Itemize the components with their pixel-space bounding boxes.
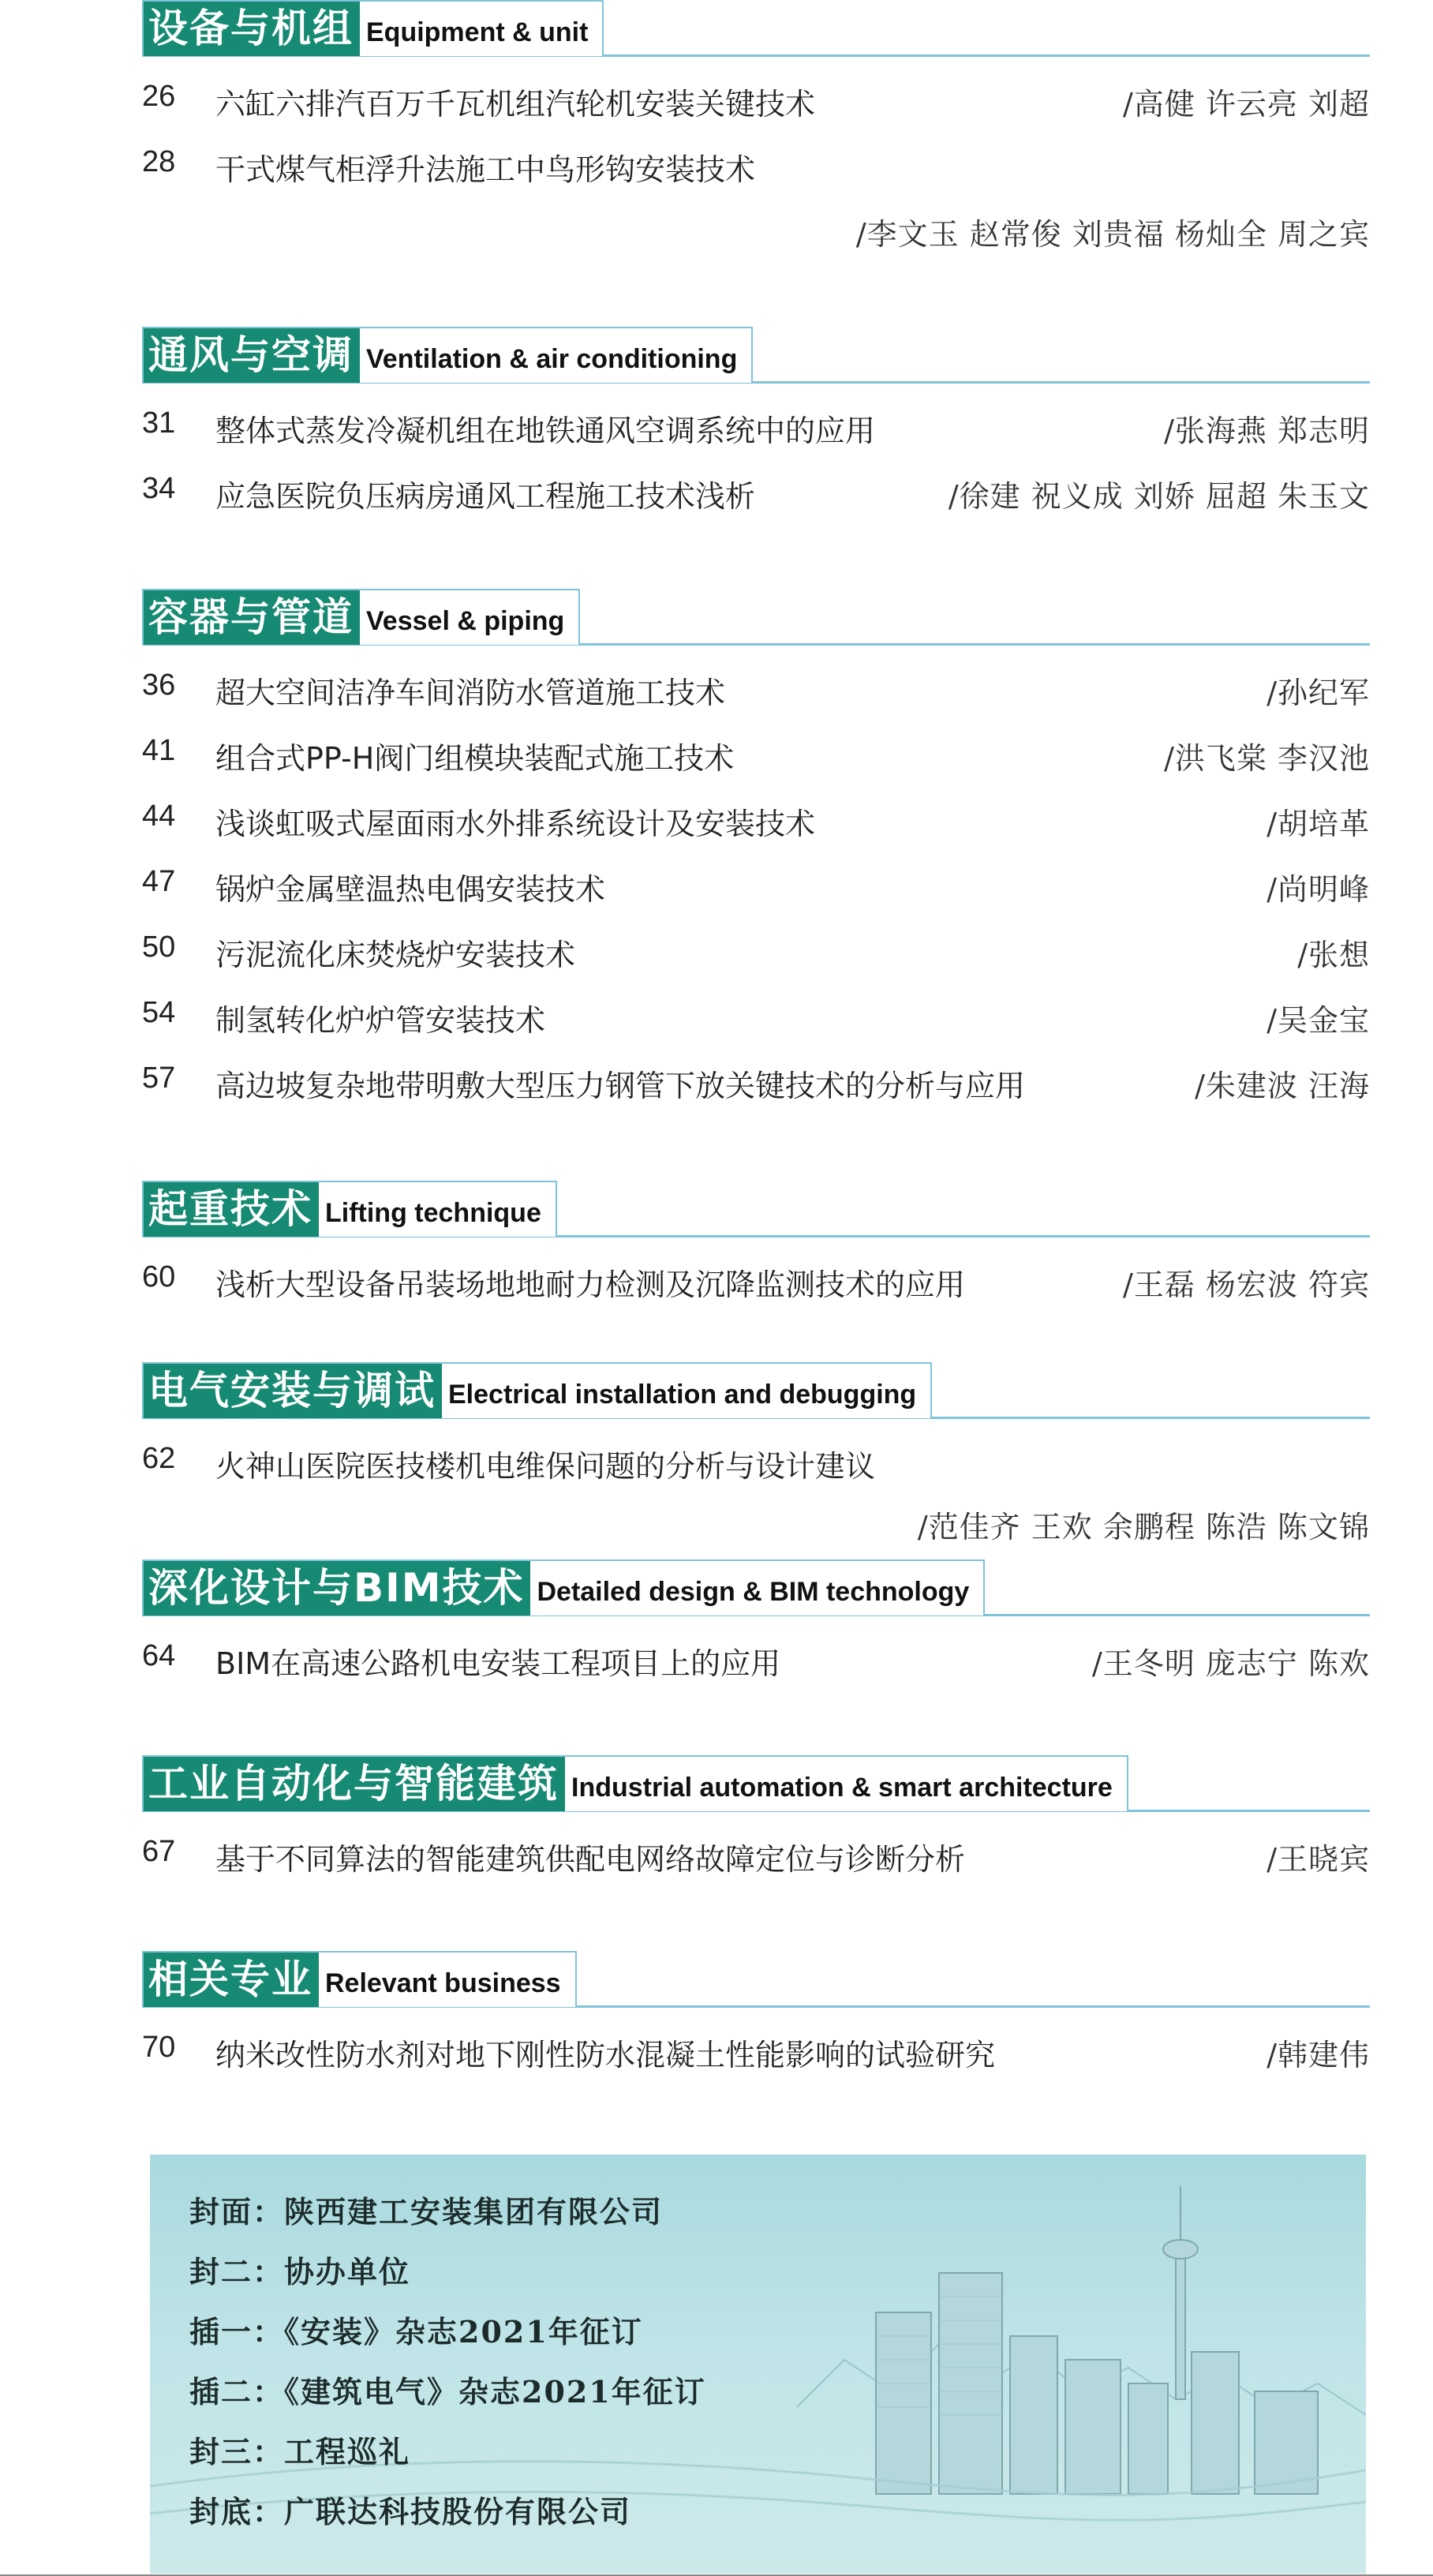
page-number: 36 xyxy=(142,668,176,702)
section-title-zh: 设备与机组 xyxy=(144,2,360,56)
section-header xyxy=(142,589,1370,646)
header-box xyxy=(142,1362,932,1418)
section-title-en: Equipment & unit xyxy=(366,17,589,47)
toc-entry[interactable] xyxy=(142,795,1370,842)
article-authors: /高健 许云亮 刘超 xyxy=(1123,87,1370,122)
article-title[interactable]: 火神山医院医技楼机电维保问题的分析与设计建议 xyxy=(215,1449,876,1484)
section-title-zh: 工业自动化与智能建筑 xyxy=(144,1757,565,1811)
page-number: 62 xyxy=(142,1442,176,1475)
cover-credit-line: 封三：工程巡礼 xyxy=(189,2434,411,2469)
section-ventilation xyxy=(142,327,1370,514)
page-number: 50 xyxy=(142,930,176,964)
article-authors: /吴金宝 xyxy=(1267,1003,1370,1038)
page-number: 54 xyxy=(142,996,176,1029)
page-number: 28 xyxy=(142,145,176,178)
section-title-en: Ventilation & air conditioning xyxy=(366,344,738,374)
article-authors: /孙纪军 xyxy=(1267,676,1370,710)
header-box xyxy=(142,1181,557,1237)
header-box xyxy=(142,0,604,56)
section-relevant xyxy=(142,1951,1370,2072)
cover-credit-line: 插一：《安装》杂志2021年征订 xyxy=(189,2314,643,2349)
cover-credits-panel xyxy=(150,2155,1366,2574)
section-bim xyxy=(142,1559,1370,1681)
article-title[interactable]: 整体式蒸发冷凝机组在地铁通风空调系统中的应用 xyxy=(215,414,876,448)
section-header xyxy=(142,1362,1370,1419)
toc-entry[interactable] xyxy=(142,1437,1370,1485)
article-title[interactable]: 污泥流化床焚烧炉安装技术 xyxy=(215,938,576,972)
section-title-zh: 电气安装与调试 xyxy=(144,1364,442,1418)
toc-entry[interactable] xyxy=(142,2026,1370,2073)
page-number: 70 xyxy=(142,2031,176,2064)
header-box xyxy=(142,1559,985,1616)
article-title[interactable]: 基于不同算法的智能建筑供配电网络故障定位与诊断分析 xyxy=(215,1842,966,1877)
page-number: 26 xyxy=(142,80,176,113)
section-equipment-unit xyxy=(142,0,1370,252)
toc-entry[interactable] xyxy=(142,991,1370,1039)
section-header xyxy=(142,327,1370,384)
page-number: 47 xyxy=(142,865,176,898)
header-box xyxy=(142,1951,577,2007)
toc-entry[interactable] xyxy=(142,860,1370,908)
toc-entry[interactable] xyxy=(142,402,1370,449)
toc-entry[interactable] xyxy=(142,1057,1370,1104)
article-title[interactable]: BIM在高速公路机电安装工程项目上的应用 xyxy=(215,1646,781,1681)
toc-entry[interactable] xyxy=(142,729,1370,777)
cover-credit-line: 封二：协办单位 xyxy=(189,2254,411,2290)
article-authors: /王磊 杨宏波 符宾 xyxy=(1123,1267,1370,1302)
page-number: 44 xyxy=(142,799,176,833)
article-title[interactable]: 锅炉金属壁温热电偶安装技术 xyxy=(215,872,606,907)
section-title-en: Electrical installation and debugging xyxy=(448,1380,917,1410)
toc-entry[interactable] xyxy=(142,467,1370,515)
section-electrical xyxy=(142,1362,1370,1544)
cover-credit-line: 插二：《建筑电气》杂志2021年征订 xyxy=(189,2374,706,2409)
article-title[interactable]: 制氢转化炉炉管安装技术 xyxy=(215,1003,546,1038)
page-number: 57 xyxy=(142,1061,176,1095)
section-title-zh: 通风与空调 xyxy=(144,328,360,383)
article-title[interactable]: 六缸六排汽百万千瓦机组汽轮机安装关键技术 xyxy=(215,87,816,122)
page-number: 67 xyxy=(142,1835,176,1868)
article-authors: /范佳齐 王欢 余鹏程 陈浩 陈文锦 xyxy=(917,1510,1370,1544)
section-header xyxy=(142,1559,1370,1616)
article-authors: /胡培革 xyxy=(1267,807,1370,841)
page-number: 34 xyxy=(142,472,176,505)
article-authors: /王晓宾 xyxy=(1267,1842,1370,1877)
article-authors: /朱建波 汪海 xyxy=(1195,1069,1370,1103)
section-title-zh: 相关专业 xyxy=(144,1953,319,2007)
article-title[interactable]: 超大空间洁净车间消防水管道施工技术 xyxy=(215,676,726,710)
article-authors: /洪飞棠 李汉池 xyxy=(1164,741,1370,776)
section-title-zh: 深化设计与BIM技术 xyxy=(144,1561,530,1616)
toc-entry[interactable] xyxy=(142,664,1370,711)
toc-entry[interactable] xyxy=(142,1634,1370,1682)
article-authors: /王冬明 庞志宁 陈欢 xyxy=(1092,1646,1370,1681)
article-title[interactable]: 组合式PP-H阀门组模块装配式施工技术 xyxy=(215,741,735,776)
article-title[interactable]: 应急医院负压病房通风工程施工技术浅析 xyxy=(215,479,756,514)
toc-entry[interactable] xyxy=(142,75,1370,122)
cover-credit-line: 封面：陕西建工安装集团有限公司 xyxy=(189,2194,664,2230)
section-title-en: Vessel & piping xyxy=(366,606,565,636)
section-vessel-piping xyxy=(142,589,1370,1103)
section-automation xyxy=(142,1755,1370,1877)
article-authors: /李文玉 赵常俊 刘贵福 杨灿全 周之宾 xyxy=(855,217,1370,252)
section-title-en: Industrial automation & smart architecture xyxy=(571,1773,1113,1803)
page-number: 64 xyxy=(142,1639,176,1672)
toc-entry[interactable] xyxy=(142,140,1370,188)
header-box xyxy=(142,1755,1128,1811)
article-authors: /张海燕 郑志明 xyxy=(1164,414,1370,448)
cover-credit-line: 封底：广联达科技股份有限公司 xyxy=(189,2494,632,2529)
header-box xyxy=(142,589,580,645)
header-box xyxy=(142,327,753,383)
article-title[interactable]: 纳米改性防水剂对地下刚性防水混凝土性能影响的试验研究 xyxy=(215,2038,996,2072)
section-title-zh: 容器与管道 xyxy=(144,590,360,645)
article-authors: /韩建伟 xyxy=(1267,2038,1370,2072)
toc-entry[interactable] xyxy=(142,926,1370,973)
article-title[interactable]: 浅析大型设备吊装场地地耐力检测及沉降监测技术的应用 xyxy=(215,1267,966,1302)
section-title-en: Lifting technique xyxy=(325,1198,541,1228)
article-authors: /张想 xyxy=(1297,938,1370,972)
article-title[interactable]: 干式煤气柜浮升法施工中鸟形钩安装技术 xyxy=(215,152,756,187)
section-title-en: Detailed design & BIM technology xyxy=(537,1577,970,1607)
section-header xyxy=(142,1755,1370,1812)
section-header xyxy=(142,0,1370,57)
section-lifting xyxy=(142,1181,1370,1302)
page-number: 41 xyxy=(142,734,176,767)
section-header xyxy=(142,1181,1370,1237)
page-number: 31 xyxy=(142,406,176,440)
toc-entry[interactable] xyxy=(142,1830,1370,1878)
article-title[interactable]: 浅谈虹吸式屋面雨水外排系统设计及安装技术 xyxy=(215,807,816,841)
article-title[interactable]: 高边坡复杂地带明敷大型压力钢管下放关键技术的分析与应用 xyxy=(215,1069,1026,1103)
article-authors: /尚明峰 xyxy=(1267,872,1370,907)
section-title-en: Relevant business xyxy=(325,1968,561,1998)
page-number: 60 xyxy=(142,1260,176,1294)
article-authors: /徐建 祝义成 刘娇 屈超 朱玉文 xyxy=(948,479,1370,514)
section-header xyxy=(142,1951,1370,2008)
section-title-zh: 起重技术 xyxy=(144,1182,319,1237)
toc-entry[interactable] xyxy=(142,1256,1370,1303)
